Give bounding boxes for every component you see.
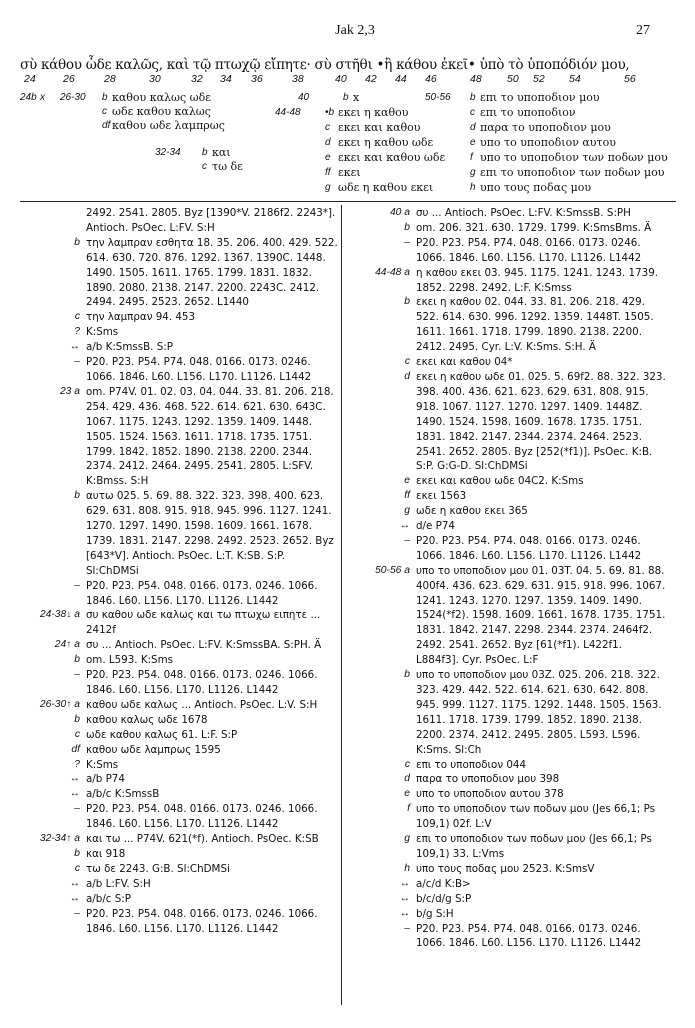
entry-ref: 32-34↑ bbox=[39, 833, 75, 845]
apparatus-entry bbox=[20, 325, 338, 340]
word-number: 46 bbox=[425, 73, 437, 85]
apparatus-entry bbox=[20, 713, 338, 728]
column-divider bbox=[341, 205, 342, 1005]
entry-text: om. 206. 321. 630. 1729. 1799. K:SmsBms. Ä bbox=[416, 221, 652, 234]
entry-text: P20. P23. P54. 048. 0166. 0173. 0246. 1066. 1846. L60. L156. L170. L1126. L1442 bbox=[86, 669, 318, 696]
apparatus-ref: 40 bbox=[298, 92, 310, 103]
entry-text: επι το υποποδιον των ποδων μου (Jes 66,1; Ps 109,1) 33. L:Vms bbox=[416, 833, 652, 860]
apparatus-entry bbox=[350, 206, 668, 221]
entry-label bbox=[350, 534, 416, 564]
word-number: 52 bbox=[533, 73, 545, 85]
entry-siglum: ↔ bbox=[399, 907, 410, 919]
entry-text: P20. P23. P54. 048. 0166. 0173. 0246. 1066. 1846. L60. L156. L170. L1126. L1442 bbox=[86, 579, 318, 607]
entry-siglum: b bbox=[404, 669, 410, 681]
entry-text: P20. P23. P54. P74. 048. 0166. 0173. 0246. 1066. 1846. L60. L156. L170. L1126. L1442 bbox=[86, 356, 312, 383]
entry-ref: 23 bbox=[59, 385, 75, 397]
apparatus-entry bbox=[20, 608, 338, 638]
apparatus-entry bbox=[350, 772, 668, 787]
entry-siglum: ↔ bbox=[399, 520, 410, 532]
apparatus-entry bbox=[350, 668, 668, 757]
entry-label bbox=[20, 385, 86, 489]
apparatus-ref: 50-56 bbox=[425, 92, 451, 103]
apparatus-entry bbox=[20, 653, 338, 668]
entry-label bbox=[350, 772, 416, 787]
apparatus-siglum: h bbox=[470, 182, 476, 193]
entry-label bbox=[350, 907, 416, 922]
apparatus-entry bbox=[350, 236, 668, 266]
apparatus-siglum: e bbox=[470, 137, 476, 148]
apparatus-siglum: •b bbox=[325, 107, 335, 118]
apparatus-entry bbox=[20, 758, 338, 773]
apparatus-siglum: d bbox=[325, 137, 331, 148]
entry-siglum: df bbox=[71, 743, 80, 755]
entry-label bbox=[350, 355, 416, 370]
entry-siglum: c bbox=[74, 862, 80, 874]
entry-siglum: ↔ bbox=[69, 877, 80, 889]
entry-label bbox=[20, 310, 86, 325]
entry-label bbox=[20, 877, 86, 892]
apparatus-entry bbox=[20, 385, 338, 489]
apparatus-entry bbox=[20, 340, 338, 355]
entry-label bbox=[20, 832, 86, 847]
entry-text: P20. P23. P54. 048. 0166. 0173. 0246. 1066. 1846. L60. L156. L170. L1126. L1442 bbox=[86, 803, 318, 831]
entry-text: εκει η καθου 02. 044. 33. 81. 206. 218. 429. 522. 614. 630. 996. 1292. 1359. 1448T. 1505. 1611. 1661. 1718. 1799. 1890. 2138. 2200. 2412. 2495. Cyr. L:V. K:Sms. S:H. Ä bbox=[416, 296, 654, 354]
entry-siglum: ↔ bbox=[69, 788, 80, 800]
word-numbers bbox=[20, 73, 680, 85]
entry-siglum: – bbox=[74, 356, 80, 368]
apparatus-reading: ωδε η καθου εκει bbox=[338, 181, 434, 194]
entry-text: om. L593. K:Sms bbox=[86, 654, 173, 667]
apparatus-reading: και bbox=[212, 146, 231, 159]
apparatus-siglum: g bbox=[470, 167, 476, 178]
apparatus-siglum: b bbox=[202, 147, 208, 158]
apparatus-entry bbox=[350, 922, 668, 952]
entry-label bbox=[20, 892, 86, 907]
apparatus-siglum: g bbox=[325, 182, 331, 193]
apparatus-reading: υπο το υποποδιον αυτου bbox=[480, 136, 616, 149]
apparatus-entry bbox=[350, 832, 668, 862]
entry-text: P20. P23. P54. P74. 048. 0166. 0173. 0246. 1066. 1846. L60. L156. L170. L1126. L1442 bbox=[416, 236, 642, 264]
apparatus-reading: εκει η καθου ωδε bbox=[338, 136, 434, 149]
apparatus-siglum: x bbox=[40, 92, 45, 103]
apparatus-entry bbox=[350, 564, 668, 668]
entry-siglum: a bbox=[74, 609, 80, 621]
entry-siglum: e bbox=[404, 475, 410, 487]
entry-text: om. P74V. 01. 02. 03. 04. 044. 33. 81. 206. 218. 254. 429. 436. 468. 522. 614. 621. 630. 643C. 1067. 1175. 1243. 1292. 1359. 1409. 1448. 1505. 1524. 1563. 1611. 1718. 1735. 1751. 1799. 1842. 1852. 1890. 2138. 2200. 2344. 2374. 2412. 2464. 2495. 2541. 2805. L:SFV. K:Bmss. S:H bbox=[86, 385, 334, 488]
entry-siglum: b bbox=[74, 236, 80, 248]
apparatus-reading: επι το υποποδιον μου bbox=[480, 91, 600, 104]
main-greek-text: σὺ κάθου ὧδε καλῶς, καὶ τῷ πτωχῷ εἴπητε· σὺ στῆθι •ἢ κάθου ἐκεῖ• ὑπὸ τὸ ὑποπόδιόν μου, bbox=[20, 57, 630, 73]
entry-siglum: ? bbox=[74, 326, 80, 338]
entry-siglum: g bbox=[404, 505, 410, 517]
entry-label bbox=[20, 802, 86, 832]
entry-label bbox=[350, 519, 416, 534]
word-number: 34 bbox=[220, 73, 232, 85]
entry-text: επι το υποποδιον 044 bbox=[416, 758, 527, 771]
entry-text: b/g S:H bbox=[416, 907, 454, 920]
apparatus-reading: επι το υποποδιον bbox=[480, 106, 576, 119]
entry-label bbox=[20, 489, 86, 578]
apparatus-reading: παρα το υποποδιον μου bbox=[480, 121, 611, 134]
entry-siglum: c bbox=[404, 356, 410, 368]
entry-label bbox=[350, 474, 416, 489]
apparatus-siglum: b bbox=[102, 92, 108, 103]
apparatus-entry bbox=[20, 698, 338, 713]
apparatus-siglum: df bbox=[102, 120, 111, 131]
entry-label bbox=[350, 266, 416, 296]
entry-siglum: ↔ bbox=[399, 877, 410, 889]
entry-siglum: b bbox=[74, 847, 80, 859]
word-number: 36 bbox=[251, 73, 263, 85]
entry-ref: 24-38↓ bbox=[39, 609, 75, 621]
apparatus-reading: υπο το υποποδιον των ποδων μου bbox=[480, 151, 668, 164]
apparatus-entry bbox=[350, 877, 668, 892]
entry-ref: 44-48 bbox=[375, 266, 405, 278]
apparatus-entry bbox=[20, 892, 338, 907]
apparatus-entry bbox=[350, 787, 668, 802]
entry-label bbox=[350, 758, 416, 773]
entry-text: ωδε καθου καλως 61. L:F. S:P bbox=[86, 728, 238, 741]
word-number: 56 bbox=[624, 73, 636, 85]
entry-siglum: a bbox=[404, 207, 410, 218]
apparatus-reading: επι το υποποδιον των ποδων μου bbox=[480, 166, 665, 179]
word-number: 24 bbox=[24, 73, 36, 85]
entry-label bbox=[350, 668, 416, 757]
apparatus-entry bbox=[350, 489, 668, 504]
apparatus-entry bbox=[20, 728, 338, 743]
entry-label bbox=[20, 758, 86, 773]
entry-text: καθου καλως ωδε 1678 bbox=[86, 713, 208, 726]
entry-text: a/b/c K:SmssB bbox=[86, 788, 160, 801]
page-header bbox=[60, 23, 650, 41]
entry-siglum: b bbox=[404, 221, 410, 233]
apparatus-entry bbox=[20, 907, 338, 937]
variant-apparatus bbox=[20, 92, 680, 192]
entry-text: καθου ωδε λαμπρως 1595 bbox=[86, 743, 221, 756]
apparatus-siglum: b bbox=[470, 92, 476, 103]
apparatus-entry bbox=[350, 474, 668, 489]
entry-label bbox=[350, 892, 416, 907]
entry-label bbox=[350, 370, 416, 474]
entry-text: a/b P74 bbox=[86, 773, 125, 786]
apparatus-entry bbox=[20, 862, 338, 877]
apparatus-entry bbox=[350, 295, 668, 355]
entry-siglum: b bbox=[404, 296, 410, 308]
entry-siglum: ↔ bbox=[69, 341, 80, 353]
entry-ref: 50-56 bbox=[375, 564, 405, 576]
entry-text: υπο το υποποδιον αυτου 378 bbox=[416, 788, 564, 801]
entry-siglum: b bbox=[74, 654, 80, 666]
apparatus-entry bbox=[350, 802, 668, 832]
apparatus-reading: εκει η καθου bbox=[338, 106, 409, 119]
apparatus-entry bbox=[20, 579, 338, 609]
entry-siglum: b bbox=[74, 490, 80, 502]
entry-label bbox=[350, 489, 416, 504]
entry-siglum: c bbox=[74, 311, 80, 323]
apparatus-entry bbox=[20, 236, 338, 311]
entry-siglum: a bbox=[404, 266, 410, 278]
page-title: Jak 2,3 bbox=[335, 23, 375, 38]
entry-text: ωδε η καθου εκει 365 bbox=[416, 505, 528, 518]
entry-text: τω δε 2243. G:B. Sl:ChDMSi bbox=[86, 862, 230, 875]
word-number: 40 bbox=[335, 73, 347, 85]
entry-text: υπο το υποποδιον μου 03Z. 025. 206. 218. 322. 323. 429. 442. 522. 614. 621. 630. 642. 808. 945. 999. 1127. 1175. 1292. 1448. 1505. 1563. 1611. 1718. 1739. 1799. 1852. 1890. 2138. 2200. 2374. 2412. 2495. 2805. L593. L596. K:Sms. Sl:Ch bbox=[416, 669, 662, 756]
apparatus-entry bbox=[20, 847, 338, 862]
apparatus-entry bbox=[20, 772, 338, 787]
entry-siglum: h bbox=[404, 862, 410, 874]
entry-siglum: – bbox=[74, 579, 80, 591]
entry-siglum: ↔ bbox=[399, 892, 410, 904]
apparatus-siglum: c bbox=[325, 122, 330, 133]
entry-siglum: d bbox=[404, 370, 410, 382]
entry-text: και 918 bbox=[86, 847, 126, 860]
entry-label bbox=[20, 638, 86, 653]
word-number: 42 bbox=[365, 73, 377, 85]
apparatus-entry bbox=[20, 489, 338, 578]
entry-label bbox=[350, 922, 416, 952]
apparatus-reading: x bbox=[353, 91, 360, 104]
entry-text: P20. P23. P54. P74. 048. 0166. 0173. 0246. 1066. 1846. L60. L156. L170. L1126. L1442 bbox=[416, 922, 642, 950]
entry-siglum: – bbox=[74, 907, 80, 919]
entry-siglum: a bbox=[74, 833, 80, 845]
apparatus-entry bbox=[350, 504, 668, 519]
entry-siglum: ff bbox=[404, 490, 410, 502]
entry-siglum: a bbox=[74, 639, 80, 651]
entry-text: a/b L:FV. S:H bbox=[86, 877, 151, 890]
entry-label bbox=[20, 340, 86, 355]
entry-siglum: f bbox=[407, 803, 410, 815]
apparatus-entry bbox=[350, 534, 668, 564]
entry-siglum: d bbox=[404, 773, 410, 785]
apparatus-siglum: e bbox=[325, 152, 331, 163]
entry-label bbox=[20, 862, 86, 877]
apparatus-entry bbox=[20, 832, 338, 847]
apparatus-reading: καθου ωδε λαμπρως bbox=[112, 119, 225, 132]
entry-text: παρα το υποποδιον μου 398 bbox=[416, 773, 560, 786]
entry-label bbox=[20, 236, 86, 311]
entry-label bbox=[20, 206, 86, 236]
entry-label bbox=[350, 787, 416, 802]
entry-text: K:Sms bbox=[86, 758, 119, 771]
entry-ref: 26-30↑ bbox=[39, 698, 75, 710]
apparatus-entry bbox=[350, 221, 668, 236]
entry-label bbox=[20, 355, 86, 385]
entry-siglum: ? bbox=[74, 758, 80, 770]
entry-text: K:Sms bbox=[86, 326, 119, 339]
apparatus-reading: υπο τους ποδας μου bbox=[480, 181, 592, 194]
apparatus-siglum: c bbox=[102, 106, 107, 117]
entry-label bbox=[20, 772, 86, 787]
entry-label bbox=[350, 236, 416, 266]
entry-siglum: a bbox=[74, 698, 80, 710]
entry-siglum: – bbox=[404, 534, 410, 546]
apparatus-reading: εκει bbox=[338, 166, 361, 179]
entry-siglum: g bbox=[404, 833, 410, 845]
apparatus-entry bbox=[350, 907, 668, 922]
entry-label bbox=[350, 295, 416, 355]
entry-text: συ ... Antioch. PsOec. L:FV. K:SmssBA. S:PH. Ä bbox=[86, 639, 322, 652]
entry-ref: 40 bbox=[389, 207, 405, 218]
entry-siglum: c bbox=[404, 758, 410, 770]
entry-ref: 24↑ bbox=[54, 639, 75, 651]
apparatus-entry bbox=[20, 802, 338, 832]
apparatus-siglum: c bbox=[202, 161, 207, 172]
apparatus-entry bbox=[20, 877, 338, 892]
entry-label bbox=[20, 907, 86, 937]
entry-text: b/c/d/g S:P bbox=[416, 892, 472, 905]
apparatus-ref: 26-30 bbox=[60, 92, 86, 103]
apparatus-entry bbox=[350, 355, 668, 370]
entry-label bbox=[350, 504, 416, 519]
entry-text: a/b/c S:P bbox=[86, 892, 131, 905]
page-number: 27 bbox=[636, 23, 650, 38]
entry-text: υπο το υποποδιον μου 01. 03T. 04. 5. 69. 81. 88. 400f4. 436. 623. 629. 631. 915. 918. 996. 1067. 1241. 1243. 1270. 1297. 1359. 1409. 1490. 1524(*f2). 1598. 1609. 1661. 1678. 1735. 1751. 1831. 1842. 2147. 2298. 2344. 2374. 2464f2. 2492. 2541. 2652. Byz [61(*f1). L422f1. L884f3]. Cyr. PsOec. L:F bbox=[416, 564, 666, 667]
entry-text: καθου ωδε καλως ... Antioch. PsOec. L:V. S:H bbox=[86, 698, 318, 711]
apparatus-entry bbox=[350, 758, 668, 773]
apparatus-entry bbox=[350, 862, 668, 877]
entry-text: d/e P74 bbox=[416, 520, 455, 533]
entry-siglum: b bbox=[74, 713, 80, 725]
word-number: 50 bbox=[507, 73, 519, 85]
left-column bbox=[20, 206, 338, 936]
entry-text: αυτω 025. 5. 69. 88. 322. 323. 398. 400. 623. 629. 631. 808. 915. 918. 945. 996. 1127. 1241. 1270. 1297. 1490. 1598. 1609. 1661. 1678. 1739. 1831. 2147. 2298. 2492. 2523. 2652. Byz [643*V]. Antioch. PsOec. L:T. K:SB. S:P. Sl:ChDMSi bbox=[86, 490, 334, 577]
apparatus-reading: τω δε bbox=[212, 160, 243, 173]
entry-siglum: – bbox=[74, 669, 80, 681]
entry-text: a/c/d K:B> bbox=[416, 877, 471, 890]
apparatus-ref: 24b bbox=[20, 92, 37, 103]
apparatus-reading: εκει και καθου ωδε bbox=[338, 151, 446, 164]
word-number: 44 bbox=[395, 73, 407, 85]
apparatus-siglum: ff bbox=[325, 167, 331, 178]
entry-text: συ ... Antioch. PsOec. L:FV. K:SmssB. S:PH bbox=[416, 207, 631, 219]
word-number: 26 bbox=[63, 73, 75, 85]
apparatus-siglum: f bbox=[470, 152, 473, 163]
word-number: 54 bbox=[569, 73, 581, 85]
apparatus-entry bbox=[20, 743, 338, 758]
divider bbox=[20, 201, 676, 202]
entry-label bbox=[20, 668, 86, 698]
word-number: 28 bbox=[104, 73, 116, 85]
entry-label bbox=[350, 877, 416, 892]
entry-label bbox=[350, 862, 416, 877]
apparatus-entry bbox=[20, 206, 338, 236]
entry-siglum: – bbox=[74, 803, 80, 815]
apparatus-entry bbox=[350, 519, 668, 534]
apparatus-entry bbox=[20, 310, 338, 325]
word-number: 30 bbox=[149, 73, 161, 85]
entry-text: υπο το υποποδιον των ποδων μου (Jes 66,1; Ps 109,1) 02f. L:V bbox=[416, 803, 656, 831]
entry-label bbox=[20, 325, 86, 340]
entry-text: a/b K:SmssB. S:P bbox=[86, 341, 173, 354]
entry-text: εκει η καθου ωδε 01. 025. 5. 69f2. 88. 322. 323. 398. 400. 436. 621. 623. 629. 631. 808. 915. 918. 1067. 1127. 1270. 1297. 1409. 1448Z. 1490. 1524. 1598. 1609. 1678. 1735. 1751. 1831. 1842. 2147. 2344. 2374. 2464. 2523. 2541. 2652. 2805. Byz [252(*f1)]. PsOec. K:B. S:P. G:G-D. Sl:ChDMSi bbox=[416, 370, 666, 473]
entry-label bbox=[20, 847, 86, 862]
entry-text: P20. P23. P54. P74. 048. 0166. 0173. 0246. 1066. 1846. L60. L156. L170. L1126. L1442 bbox=[416, 534, 642, 562]
entry-label bbox=[20, 728, 86, 743]
entry-siglum: a bbox=[74, 385, 80, 397]
entry-siglum: ↔ bbox=[69, 773, 80, 785]
entry-siglum: – bbox=[404, 922, 410, 934]
entry-text: την λαμπραν 94. 453 bbox=[86, 311, 196, 324]
entry-text: υπο τους ποδας μου 2523. K:SmsV bbox=[416, 862, 595, 875]
apparatus-entry bbox=[350, 892, 668, 907]
apparatus-entry bbox=[350, 266, 668, 296]
entry-label bbox=[350, 206, 416, 221]
apparatus-siglum: d bbox=[470, 122, 476, 133]
apparatus-siglum: b bbox=[343, 92, 349, 103]
entry-text: εκει και καθου 04* bbox=[416, 356, 513, 369]
entry-text: την λαμπραν εσθητα 18. 35. 206. 400. 429. 522. 614. 630. 720. 876. 1292. 1367. 1390C. 1448. 1490. 1505. 1611. 1765. 1799. 1831. 1832. 1890. 2080. 2138. 2147. 2200. 2243C. 2412. 2494. 2495. 2523. 2652. L1440 bbox=[86, 236, 338, 309]
apparatus-entry bbox=[350, 370, 668, 474]
entry-label bbox=[350, 221, 416, 236]
apparatus-reading: ωδε καθου καλως bbox=[112, 105, 211, 118]
entry-text: εκει και καθου ωδε 04C2. K:Sms bbox=[416, 475, 584, 488]
apparatus-ref: 32-34 bbox=[155, 147, 181, 158]
entry-label bbox=[20, 743, 86, 758]
entry-label bbox=[20, 787, 86, 802]
word-number: 32 bbox=[191, 73, 203, 85]
entry-text: 2492. 2541. 2805. Byz [1390*V. 2186f2. 2243*]. Antioch. PsOec. L:FV. S:H bbox=[86, 207, 336, 234]
entry-label bbox=[20, 653, 86, 668]
entry-text: P20. P23. P54. 048. 0166. 0173. 0246. 1066. 1846. L60. L156. L170. L1126. L1442 bbox=[86, 907, 318, 935]
entry-siglum: – bbox=[404, 236, 410, 248]
apparatus-ref: 44-48 bbox=[275, 107, 301, 118]
entry-text: και τω ... P74V. 621(*f). Antioch. PsOec. K:SB bbox=[86, 833, 319, 846]
entry-label bbox=[20, 579, 86, 609]
entry-label bbox=[350, 564, 416, 668]
entry-label bbox=[350, 802, 416, 832]
entry-siglum: c bbox=[74, 728, 80, 740]
right-column bbox=[350, 206, 668, 951]
apparatus-reading: εκει και καθου bbox=[338, 121, 421, 134]
entry-siglum: ↔ bbox=[69, 892, 80, 904]
word-number: 48 bbox=[470, 73, 482, 85]
entry-siglum: e bbox=[404, 788, 410, 800]
entry-text: η καθου εκει 03. 945. 1175. 1241. 1243. 1739. 1852. 2298. 2492. L:F. K:Smss bbox=[416, 266, 659, 294]
entry-label bbox=[20, 713, 86, 728]
word-number: 38 bbox=[292, 73, 304, 85]
apparatus-reading: καθου καλως ωδε bbox=[112, 91, 211, 104]
entry-text: συ καθου ωδε καλως και τω πτωχω ειπητε ... 2412f bbox=[86, 609, 321, 637]
apparatus-entry bbox=[20, 355, 338, 385]
apparatus-entry bbox=[20, 668, 338, 698]
apparatus-entry bbox=[20, 787, 338, 802]
entry-text: εκει 1563 bbox=[416, 490, 467, 503]
apparatus-siglum: c bbox=[470, 107, 475, 118]
entry-siglum: a bbox=[404, 564, 410, 576]
entry-label bbox=[20, 698, 86, 713]
entry-label bbox=[20, 608, 86, 638]
apparatus-entry bbox=[20, 638, 338, 653]
entry-label bbox=[350, 832, 416, 862]
